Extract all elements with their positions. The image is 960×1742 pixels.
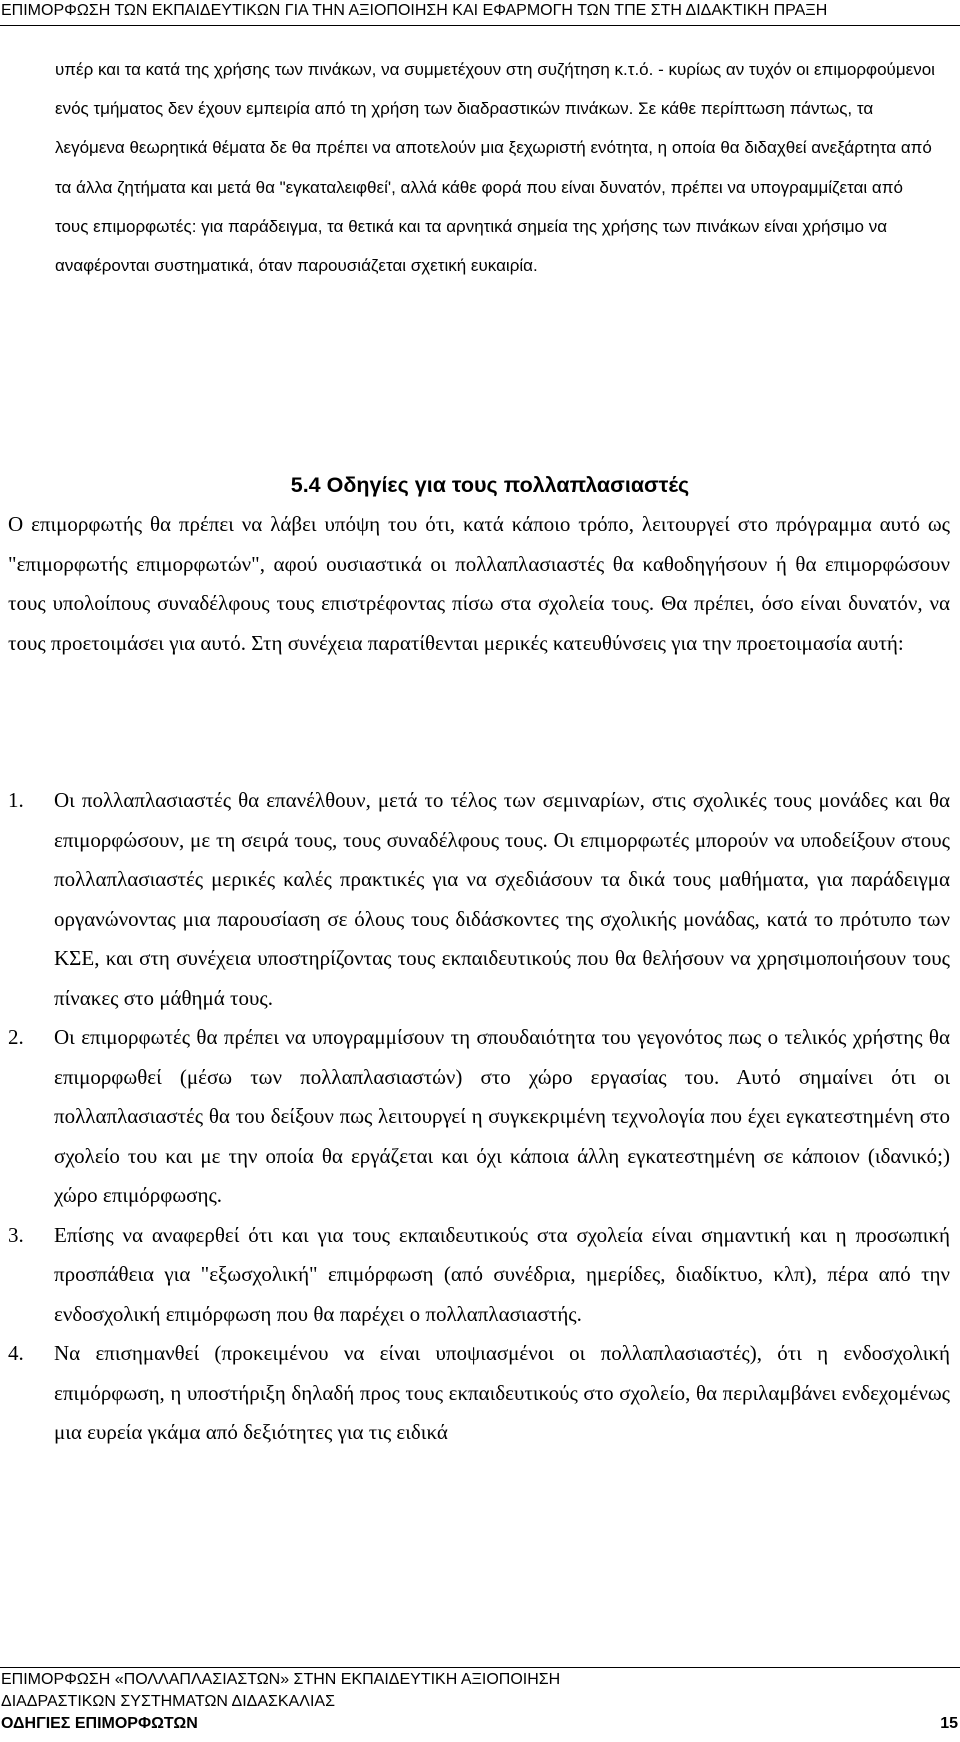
footer-divider [0,1667,960,1668]
list-item-text: Οι επιμορφωτές θα πρέπει να υπογραμμίσουν τη σπουδαιότητα του γεγονότος πως ο τελικός χρήστης θα επιμορφωθεί (μέσω των πολλαπλασιαστών) στο χώρο εργασίας του. Αυτό σημαίνει ότι οι πολλαπλασιαστές θα του δείξουν πως λειτουργεί η συγκεκριμένη τεχνολογία που έχει εγκατεστημένη στο σχολείο του και με την οποία θα εργάζεται και όχι κάποια άλλη εγκατεστημένη σε κάποιον (ιδανικό;) χώρο επιμόρφωσης. [54,1025,950,1207]
running-header: ΕΠΙΜΟΡΦΩΣΗ ΤΩΝ ΕΚΠΑΙΔΕΥΤΙΚΩΝ ΓΙΑ ΤΗΝ ΑΞΙΟΠΟΙΗΣΗ ΚΑΙ ΕΦΑΡΜΟΓΗ ΤΩΝ ΤΠΕ ΣΤΗ ΔΙΔΑΚΤΙΚΗ ΠΡΑΞΗ [1,2,828,19]
list-item-text: Οι πολλαπλασιαστές θα επανέλθουν, μετά το τέλος των σεμιναρίων, στις σχολικές τους μονάδες και θα επιμορφώσουν, με τη σειρά τους, τους συναδέλφους τους. Οι επιμορφωτές μπορούν να υποδείξουν στους πολλαπλασιαστές μερικές καλές πρακτικές για να σχεδιάσουν τα δικά τους μαθήματα, για παράδειγμα οργανώνοντας μια παρουσίαση σε όλους τους διδάσκοντες της σχολικής μονάδας, κατά το πρότυπο των ΚΣΕ, και στη συνέχεια υποστηρίζοντας τους εκπαιδευτικούς που θα θελήσουν να χρησιμοποιήσουν τους πίνακες στο μάθημά τους. [54,788,950,1010]
list-item-text: Επίσης να αναφερθεί ότι και για τους εκπαιδευτικούς στα σχολεία είναι σημαντική και η προσωπική προσπάθεια για "εξωσχολική" επιμόρφωση (από συνέδρια, ημερίδες, διαδίκτυο, κλπ), πέρα από την ενδοσχολική επιμόρφωση που θα παρέχει ο πολλαπλασιαστής. [54,1222,950,1326]
list-item [8,1018,950,1216]
list-item [8,1216,950,1335]
list-item-number: 1. [8,788,24,812]
list-item-text: Να επισημανθεί (προκειμένου να είναι υποψιασμένοι οι πολλαπλασιαστές), ότι η ενδοσχολική επιμόρφωση, η υποστήριξη δηλαδή προς τους εκπαιδευτικούς στο σχολείο, θα περιλαμβάνει ενδεχομένως μια ευρεία γκάμα από δεξιότητες για τις ειδικά [54,1341,950,1444]
footer-line-2: ΔΙΑΔΡΑΣΤΙΚΩΝ ΣΥΣΤΗΜΑΤΩΝ ΔΙΔΑΣΚΑΛΙΑΣ [1,1693,335,1710]
guidelines-list [8,781,950,1453]
page-footer [1,1669,959,1735]
page-number: 15 [940,1715,958,1732]
section-intro-paragraph: Ο επιμορφωτής θα πρέπει να λάβει υπόψη του ότι, κατά κάποιο τρόπο, λειτουργεί στο πρόγραμμα αυτό ως "επιμορφωτής επιμορφωτών", αφού ουσιαστικά οι πολλαπλασιαστές θα καθοδηγήσουν ή θα επιμορφώσουν τους υπολοίπους συναδέλφους τους επιστρέφοντας πίσω στα σχολεία τους. Θα πρέπει, όσο είναι δυνατόν, να τους προετοιμάσει για αυτό. Στη συνέχεια παρατίθενται μερικές κατευθύνσεις για την προετοιμασία αυτή: [8,512,950,655]
list-item [8,781,950,1018]
list-item-number: 4. [8,1341,24,1365]
list-item-number: 3. [8,1222,24,1247]
list-item-number: 2. [8,1025,24,1049]
footer-document-title: ΟΔΗΓΙΕΣ ΕΠΙΜΟΡΦΩΤΩΝ [1,1715,198,1732]
header-divider [0,25,960,26]
section-heading: 5.4 Οδηγίες για τους πολλαπλασιαστές [290,473,690,497]
list-item [8,1334,950,1453]
continued-paragraph: υπέρ και τα κατά της χρήσης των πινάκων, να συμμετέχουν στη συζήτηση κ.τ.ό. - κυρίως αν τυχόν οι επιμορφούμενοι ενός τμήματος δεν έχουν εμπειρία από τη χρήση των διαδραστικών πινάκων. Σε κάθε περίπτωση πάντως, τα λεγόμενα θεωρητικά θέματα δε θα πρέπει να αποτελούν μια ξεχωριστή ενότητα, η οποία θα διδαχθεί ανεξάρτητα από τα άλλα ζητήματα και μετά θα "εγκαταλειφθεί', αλλά κάθε φορά που είναι δυνατόν, πρέπει να υπογραμμίζεται από τους επιμορφωτές: για παράδειγμα, τα θετικά και τα αρνητικά σημεία της χρήσης των πινάκων είναι χρήσιμο να αναφέρονται συστηματικά, όταν παρουσιάζεται σχετική ευκαιρία. [55,60,935,276]
footer-line-3 [1,1713,959,1735]
footer-line-1: ΕΠΙΜΟΡΦΩΣΗ «ΠΟΛΛΑΠΛΑΣΙΑΣΤΩΝ» ΣΤΗΝ ΕΚΠΑΙΔΕΥΤΙΚΗ ΑΞΙΟΠΟΙΗΣΗ [1,1671,561,1688]
